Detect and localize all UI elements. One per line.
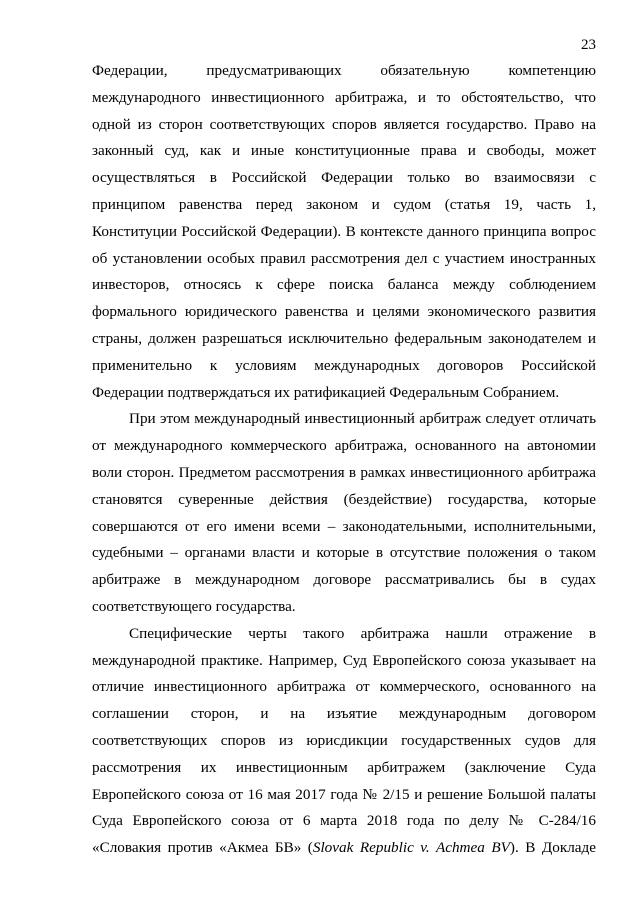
body-text xyxy=(92,58,596,862)
page-number: 23 xyxy=(581,37,596,53)
paragraph-3 xyxy=(92,621,596,862)
paragraph-2 xyxy=(92,406,596,620)
paragraph-3-tail: ). В Докладе xyxy=(509,839,596,857)
paragraph-2-text: При этом международный инвестиционный арбитраж следует отличать от международного коммерческого арбитража, основанного на автономии воли сторон. Предметом рассмотрения в рамках инвестиционного арбитража становятся суверенные действия (бездействие) государства, которые совершаются от его имени всеми – законодательными, исполнительными, судебными – органами власти и которые в отсутствие положения о таком арбитраже в международном договоре рассматривались бы в судах соответствующего государства. xyxy=(92,410,596,615)
paragraph-1-text: Федерации, предусматривающих обязательную компетенцию международного инвестиционного арбитража, и то обстоятельство, что одной из сторон соответствующих споров является государство. Право на законный суд, как и иные конституционные права и свободы, может осуществляться в Российской Федерации только во взаимосвязи с принципом равенства перед законом и судом (статья 19, часть 1, Конституции Российской Федерации). В контексте данного принципа вопрос об установлении особых правил рассмотрения дел с участием иностранных инвесторов, относясь к сфере поиска баланса между соблюдением формального юридического равенства и целями экономического развития страны, должен разрешаться исключительно федеральным законодателем и применительно к условиям международных договоров Российской Федерации подтверждаться их ратификацией Федеральным Собранием. xyxy=(92,62,596,401)
case-name-italic: Slovak Republic v. Achmea BV xyxy=(312,839,510,857)
paragraph-1 xyxy=(92,58,596,406)
paragraph-3-text: Специфические черты такого арбитража нашли отражение в международной практике. Например, Суд Европейского союза указывает на отличие инвестиционного арбитража от коммерческого, основанного на соглашении сторон, и на изъятие международным договором соответствующих споров из юрисдикции государственных судов для рассмотрения их инвестиционным арбитражем (заключение Суда Европейского союза от 16 мая 2017 года № 2/15 и решение Большой палаты Суда Европейского союза от 6 марта 2018 года по делу № C-284/16 «Словакия против «Акмеа БВ» ( xyxy=(92,624,596,857)
